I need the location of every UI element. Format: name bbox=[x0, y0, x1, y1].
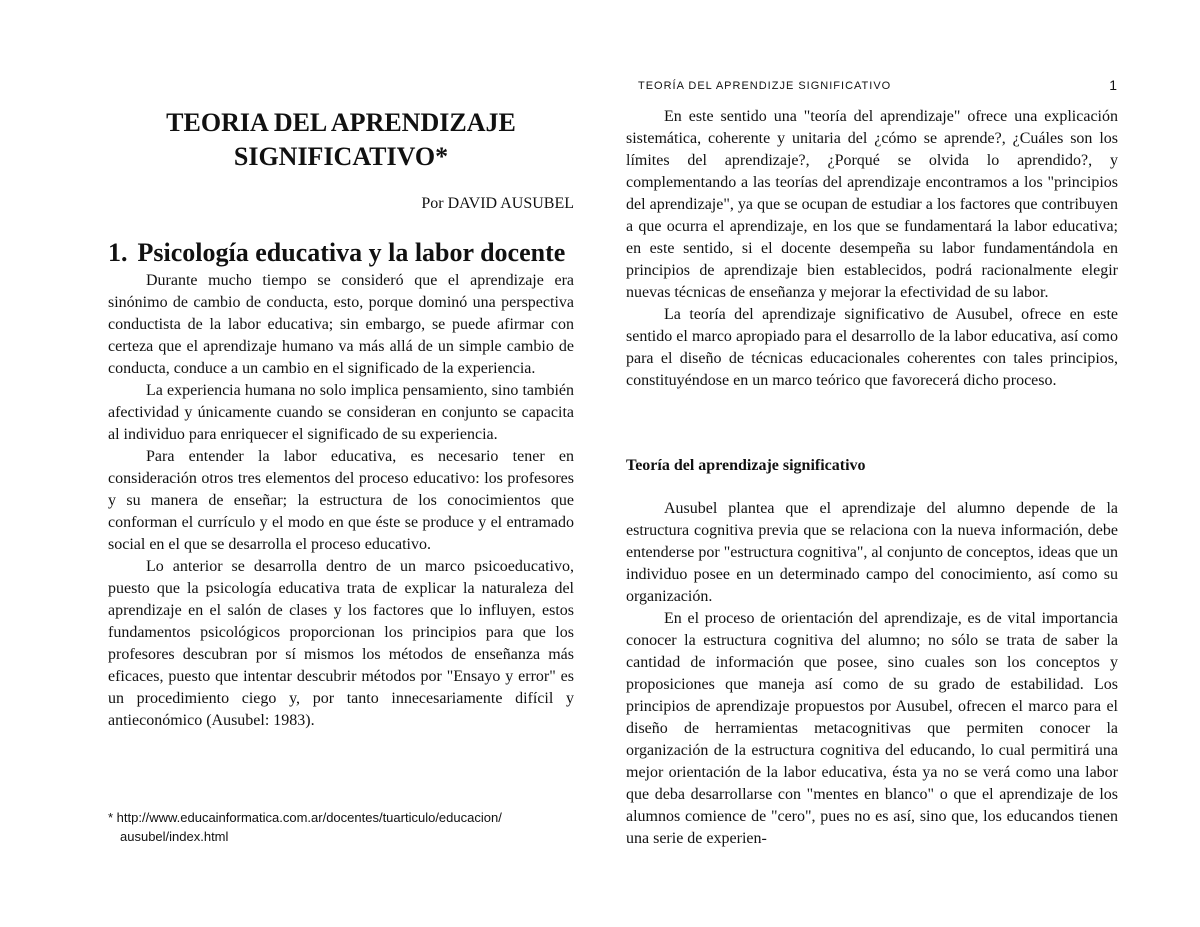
paragraph: La experiencia humana no solo implica pensamiento, sino también afectividad y únicamente cuando se consideran en conjunto se capacita al individuo para enriquecer el significado de su experiencia. bbox=[108, 382, 574, 443]
footnote-url-line-1: * http://www.educainformatica.com.ar/docentes/tuarticulo/educacion/ bbox=[108, 810, 502, 825]
paragraph: Para entender la labor educativa, es necesario tener en consideración otros tres elementos del proceso educativo: los profesores y su manera de enseñar; la estructura de los conocimientos que conforman el currículo y el modo en que éste se produce y el entramado social en el que se desarrolla el proceso educativo. bbox=[108, 448, 574, 553]
title-line-2: SIGNIFICATIVO* bbox=[233, 142, 449, 171]
paragraph: Lo anterior se desarrolla dentro de un marco psicoeducativo, puesto que la psicología educativa trata de explicar la naturaleza del aprendizaje en el salón de clases y los factores que lo influyen, estos fundamentos psicológicos proporcionan los principios para que los profesores descubran por sí mismos los métodos de enseñanza más eficaces, puesto que intentar descubrir métodos por "Ensayo y error" es un procedimiento ciego y, por tanto innecesariamente difícil y antieconómico (Ausubel: 1983). bbox=[108, 558, 574, 729]
paragraph: Durante mucho tiempo se consideró que el aprendizaje era sinónimo de cambio de conducta, esto, porque dominó una perspectiva conductista de la labor educativa; sin embargo, se puede afirmar con certeza que el aprendizaje humano va más allá de un simple cambio de conducta, conduce a un cambio en el significado de la experiencia. bbox=[108, 272, 574, 377]
section-number: 1. bbox=[108, 238, 128, 267]
running-head-title: TEORÍA DEL APRENDIZJE SIGNIFICATIVO bbox=[638, 80, 892, 92]
running-head bbox=[638, 77, 1118, 93]
document-title bbox=[108, 106, 574, 174]
paragraph: La teoría del aprendizaje significativo de Ausubel, ofrece en este sentido el marco apropiado para el desarrollo de la labor educativa, así como para el diseño de técnicas educacionales coherentes con tales principios, constituyéndose en un marco teórico que favorecerá dicho proceso. bbox=[626, 306, 1118, 389]
paragraph: En este sentido una "teoría del aprendizaje" ofrece una explicación sistemática, coherente y unitaria del ¿cómo se aprende?, ¿Cuáles son los límites del aprendizaje?, ¿Porqué se olvida lo aprendido?, y complementando a las teorías del aprendizaje encontramos a los "principios del aprendizaje", ya que se ocupan de estudiar a los factores que contribuyen a que ocurra el aprendizaje, en los que se fundamentará la labor educativa; en este sentido, si el docente desempeña su labor fundamentándola en principios de aprendizaje bien establecidos, podrá racionalmente elegir nuevas técnicas de enseñanza y mejorar la efectividad de su labor. bbox=[626, 108, 1118, 301]
page-number: 1 bbox=[1109, 77, 1118, 93]
author-byline: Por DAVID AUSUBEL bbox=[421, 195, 574, 212]
footnote-url-line-2: ausubel/index.html bbox=[120, 829, 229, 844]
paragraph: En el proceso de orientación del aprendizaje, es de vital importancia conocer la estructura cognitiva del alumno; no sólo se trata de saber la cantidad de información que posee, sino cuales son los conceptos y proposiciones que maneja así como de su grado de estabilidad. Los principios de aprendizaje propuestos por Ausubel, ofrecen el marco para el diseño de herramientas metacognitivas que permiten conocer la organización de la estructura cognitiva del educando, lo cual permitirá una mejor orientación de la labor educativa, ésta ya no se verá como una labor que deba desarrollarse con "mentes en blanco" o que el aprendizaje de los alumnos comience de "cero", pues no es así, sino que, los educandos tienen una serie de experien- bbox=[626, 610, 1118, 847]
section-title: Psicología educativa y la labor docente bbox=[137, 238, 566, 267]
paragraph: Ausubel plantea que el aprendizaje del alumno depende de la estructura cognitiva previa que se relaciona con la nueva información, debe entenderse por "estructura cognitiva", al conjunto de conceptos, ideas que un individuo posee en un determinado campo del conocimiento, así como su organización. bbox=[626, 500, 1119, 605]
title-line-1: TEORIA DEL APRENDIZAJE bbox=[166, 108, 516, 137]
right-body-text-top bbox=[626, 106, 1118, 392]
footnote bbox=[108, 808, 578, 846]
right-body-text-bottom bbox=[626, 498, 1118, 850]
left-body-text bbox=[108, 270, 574, 732]
subheading: Teoría del aprendizaje significativo bbox=[626, 457, 866, 474]
section-heading bbox=[108, 236, 578, 270]
